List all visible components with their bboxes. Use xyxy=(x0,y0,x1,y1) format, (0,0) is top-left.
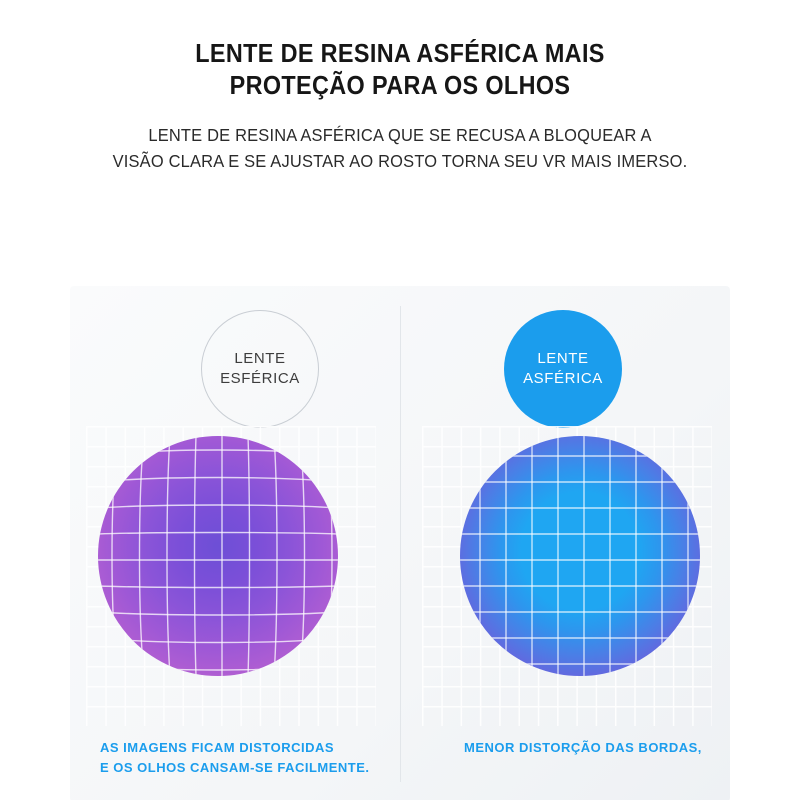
panel-divider xyxy=(400,306,401,782)
caption-spherical-line-1: AS IMAGENS FICAM DISTORCIDAS xyxy=(100,740,335,755)
page-subtitle-line-2: VISÃO CLARA E SE AJUSTAR AO ROSTO TORNA SEU VR MAIS IMERSO. xyxy=(112,150,688,171)
straight-grid-svg xyxy=(460,436,700,676)
badge-spherical-line-1: LENTE xyxy=(234,349,286,367)
distorted-grid-svg xyxy=(98,436,338,676)
comparison-panel xyxy=(70,286,730,800)
badge-aspherical-line-2: ASFÉRICA xyxy=(523,370,603,387)
badge-spherical-lens xyxy=(201,310,319,428)
page-subtitle-line-1: LENTE DE RESINA ASFÉRICA QUE SE RECUSA A BLOQUEAR A xyxy=(148,125,652,146)
page-title xyxy=(40,38,760,101)
page-subtitle xyxy=(24,123,776,174)
aspherical-lens-disc xyxy=(460,436,700,676)
page-title-line-2: PROTEÇÃO PARA OS OLHOS xyxy=(229,69,571,100)
caption-aspherical xyxy=(464,738,702,758)
badge-spherical-line-2: ESFÉRICA xyxy=(220,370,300,387)
spherical-lens-disc xyxy=(98,436,338,676)
straight-grid-overlay xyxy=(460,436,700,676)
page-title-line-1: LENTE DE RESINA ASFÉRICA MAIS xyxy=(195,38,605,68)
distorted-grid-overlay xyxy=(98,436,338,676)
badge-aspherical-lens xyxy=(504,310,622,428)
spherical-lens-illustration xyxy=(86,426,376,726)
aspherical-lens-illustration xyxy=(422,426,712,726)
caption-aspherical-line-1: MENOR DISTORÇÃO DAS BORDAS, xyxy=(464,740,702,755)
badge-aspherical-line-1: LENTE xyxy=(537,349,589,367)
caption-spherical xyxy=(100,738,370,777)
caption-spherical-line-2: E OS OLHOS CANSAM-SE FACILMENTE. xyxy=(100,759,370,775)
product-infographic xyxy=(0,38,800,800)
